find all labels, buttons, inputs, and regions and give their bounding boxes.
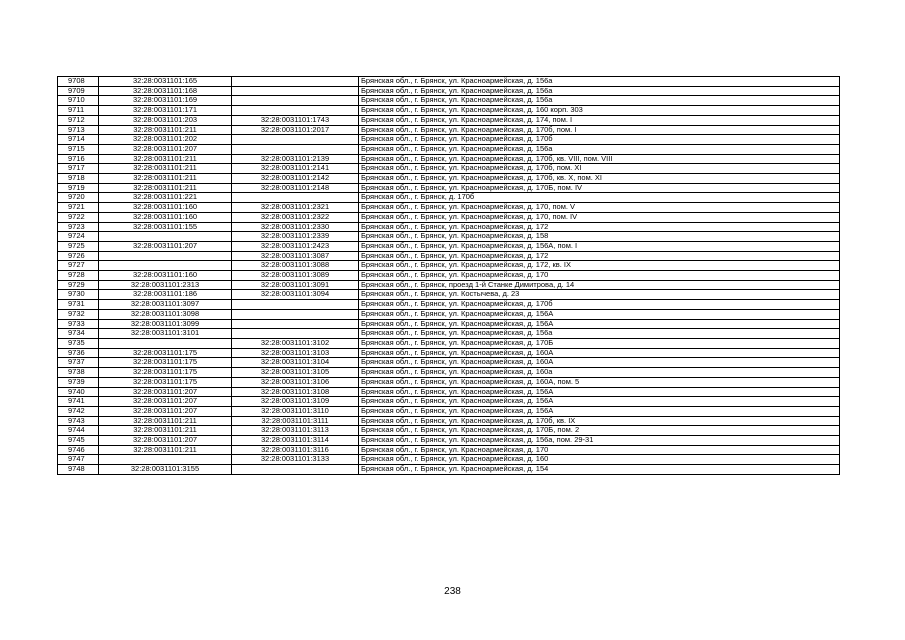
parcel-cadastral-number-cell: 32:28:0031101:3099 — [99, 319, 232, 329]
address-cell: Брянская обл., г. Брянск, ул. Красноармейская, д. 156А — [359, 309, 840, 319]
object-cadastral-number-cell: 32:28:0031101:2148 — [232, 183, 359, 193]
row-number-cell: 9732 — [58, 309, 99, 319]
table-row — [58, 387, 840, 397]
table-row — [58, 290, 840, 300]
row-number-cell: 9745 — [58, 436, 99, 446]
object-cadastral-number-cell: 32:28:0031101:2141 — [232, 164, 359, 174]
table-row — [58, 455, 840, 465]
row-number-cell: 9724 — [58, 232, 99, 242]
address-cell: Брянская обл., г. Брянск, ул. Красноармейская, д. 170Б — [359, 338, 840, 348]
table-row — [58, 377, 840, 387]
table-row — [58, 271, 840, 281]
row-number-cell: 9733 — [58, 319, 99, 329]
row-number-cell: 9741 — [58, 397, 99, 407]
address-cell: Брянская обл., г. Брянск, ул. Красноармейская, д. 170б, кв. X, пом. XI — [359, 174, 840, 184]
row-number-cell: 9728 — [58, 271, 99, 281]
object-cadastral-number-cell — [232, 77, 359, 87]
table-row — [58, 251, 840, 261]
parcel-cadastral-number-cell: 32:28:0031101:160 — [99, 271, 232, 281]
row-number-cell: 9740 — [58, 387, 99, 397]
row-number-cell: 9726 — [58, 251, 99, 261]
parcel-cadastral-number-cell — [99, 455, 232, 465]
address-cell: Брянская обл., г. Брянск, ул. Красноармейская, д. 160 корп. 303 — [359, 106, 840, 116]
object-cadastral-number-cell: 32:28:0031101:3111 — [232, 416, 359, 426]
object-cadastral-number-cell — [232, 465, 359, 475]
parcel-cadastral-number-cell: 32:28:0031101:211 — [99, 164, 232, 174]
table-row — [58, 358, 840, 368]
parcel-cadastral-number-cell: 32:28:0031101:211 — [99, 416, 232, 426]
address-cell: Брянская обл., г. Брянск, ул. Красноармейская, д. 170 — [359, 445, 840, 455]
table-row — [58, 300, 840, 310]
table-row — [58, 174, 840, 184]
address-cell: Брянская обл., г. Брянск, ул. Костычева, д. 23 — [359, 290, 840, 300]
address-cell: Брянская обл., г. Брянск, ул. Красноармейская, д. 170Б, пом. 2 — [359, 426, 840, 436]
row-number-cell: 9746 — [58, 445, 99, 455]
table-row — [58, 115, 840, 125]
address-cell: Брянская обл., г. Брянск, ул. Красноармейская, д. 170б — [359, 135, 840, 145]
parcel-cadastral-number-cell: 32:28:0031101:211 — [99, 174, 232, 184]
object-cadastral-number-cell — [232, 309, 359, 319]
address-cell: Брянская обл., г. Брянск, ул. Красноармейская, д. 156а — [359, 144, 840, 154]
object-cadastral-number-cell: 32:28:0031101:2330 — [232, 222, 359, 232]
parcel-cadastral-number-cell: 32:28:0031101:160 — [99, 203, 232, 213]
address-cell: Брянская обл., г. Брянск, ул. Красноармейская, д. 160А — [359, 348, 840, 358]
parcel-cadastral-number-cell: 32:28:0031101:175 — [99, 377, 232, 387]
cadastral-table — [57, 76, 840, 475]
row-number-cell: 9731 — [58, 300, 99, 310]
table-row — [58, 280, 840, 290]
row-number-cell: 9723 — [58, 222, 99, 232]
object-cadastral-number-cell: 32:28:0031101:3113 — [232, 426, 359, 436]
address-cell: Брянская обл., г. Брянск, ул. Красноармейская, д. 156А — [359, 319, 840, 329]
address-cell: Брянская обл., г. Брянск, ул. Красноармейская, д. 156А — [359, 387, 840, 397]
object-cadastral-number-cell: 32:28:0031101:2142 — [232, 174, 359, 184]
address-cell: Брянская обл., г. Брянск, ул. Красноармейская, д. 160а — [359, 368, 840, 378]
address-cell: Брянская обл., г. Брянск, ул. Красноармейская, д. 170 — [359, 271, 840, 281]
row-number-cell: 9743 — [58, 416, 99, 426]
object-cadastral-number-cell: 32:28:0031101:2322 — [232, 212, 359, 222]
table-row — [58, 348, 840, 358]
object-cadastral-number-cell: 32:28:0031101:3089 — [232, 271, 359, 281]
parcel-cadastral-number-cell: 32:28:0031101:207 — [99, 406, 232, 416]
parcel-cadastral-number-cell: 32:28:0031101:175 — [99, 368, 232, 378]
parcel-cadastral-number-cell: 32:28:0031101:221 — [99, 193, 232, 203]
row-number-cell: 9709 — [58, 86, 99, 96]
address-cell: Брянская обл., г. Брянск, ул. Красноармейская, д. 170, пом. IV — [359, 212, 840, 222]
row-number-cell: 9715 — [58, 144, 99, 154]
table-row — [58, 96, 840, 106]
parcel-cadastral-number-cell: 32:28:0031101:211 — [99, 445, 232, 455]
object-cadastral-number-cell: 32:28:0031101:2139 — [232, 154, 359, 164]
row-number-cell: 9739 — [58, 377, 99, 387]
parcel-cadastral-number-cell: 32:28:0031101:3097 — [99, 300, 232, 310]
address-cell: Брянская обл., г. Брянск, ул. Красноармейская, д. 170б, пом. I — [359, 125, 840, 135]
table-body — [58, 77, 840, 475]
row-number-cell: 9717 — [58, 164, 99, 174]
address-cell: Брянская обл., г. Брянск, ул. Красноармейская, д. 156А — [359, 397, 840, 407]
address-cell: Брянская обл., г. Брянск, ул. Красноармейская, д. 160А — [359, 358, 840, 368]
table-row — [58, 465, 840, 475]
table-row — [58, 436, 840, 446]
parcel-cadastral-number-cell: 32:28:0031101:207 — [99, 241, 232, 251]
row-number-cell: 9734 — [58, 329, 99, 339]
address-cell: Брянская обл., г. Брянск, ул. Красноармейская, д. 156А, пом. I — [359, 241, 840, 251]
table-row — [58, 426, 840, 436]
table-row — [58, 125, 840, 135]
table-row — [58, 338, 840, 348]
address-cell: Брянская обл., г. Брянск, ул. Красноармейская, д. 158 — [359, 232, 840, 242]
object-cadastral-number-cell: 32:28:0031101:3106 — [232, 377, 359, 387]
parcel-cadastral-number-cell: 32:28:0031101:171 — [99, 106, 232, 116]
parcel-cadastral-number-cell: 32:28:0031101:175 — [99, 348, 232, 358]
address-cell: Брянская обл., г. Брянск, ул. Красноармейская, д. 170Б, пом. IV — [359, 183, 840, 193]
object-cadastral-number-cell: 32:28:0031101:3110 — [232, 406, 359, 416]
table-row — [58, 445, 840, 455]
address-cell: Брянская обл., г. Брянск, проезд 1-й Станке Димитрова, д. 14 — [359, 280, 840, 290]
row-number-cell: 9730 — [58, 290, 99, 300]
object-cadastral-number-cell: 32:28:0031101:3105 — [232, 368, 359, 378]
row-number-cell: 9738 — [58, 368, 99, 378]
row-number-cell: 9735 — [58, 338, 99, 348]
parcel-cadastral-number-cell: 32:28:0031101:155 — [99, 222, 232, 232]
object-cadastral-number-cell — [232, 319, 359, 329]
address-cell: Брянская обл., г. Брянск, д. 170б — [359, 193, 840, 203]
table-row — [58, 77, 840, 87]
object-cadastral-number-cell: 32:28:0031101:2321 — [232, 203, 359, 213]
parcel-cadastral-number-cell: 32:28:0031101:3101 — [99, 329, 232, 339]
parcel-cadastral-number-cell: 32:28:0031101:207 — [99, 387, 232, 397]
row-number-cell: 9742 — [58, 406, 99, 416]
table-row — [58, 319, 840, 329]
object-cadastral-number-cell: 32:28:0031101:2017 — [232, 125, 359, 135]
address-cell: Брянская обл., г. Брянск, ул. Красноармейская, д. 156а — [359, 96, 840, 106]
parcel-cadastral-number-cell: 32:28:0031101:202 — [99, 135, 232, 145]
parcel-cadastral-number-cell: 32:28:0031101:2313 — [99, 280, 232, 290]
object-cadastral-number-cell: 32:28:0031101:3104 — [232, 358, 359, 368]
parcel-cadastral-number-cell: 32:28:0031101:160 — [99, 212, 232, 222]
parcel-cadastral-number-cell: 32:28:0031101:3155 — [99, 465, 232, 475]
table-row — [58, 368, 840, 378]
object-cadastral-number-cell: 32:28:0031101:3116 — [232, 445, 359, 455]
row-number-cell: 9710 — [58, 96, 99, 106]
row-number-cell: 9716 — [58, 154, 99, 164]
row-number-cell: 9727 — [58, 261, 99, 271]
table-row — [58, 193, 840, 203]
object-cadastral-number-cell: 32:28:0031101:3102 — [232, 338, 359, 348]
address-cell: Брянская обл., г. Брянск, ул. Красноармейская, д. 174, пом. I — [359, 115, 840, 125]
address-cell: Брянская обл., г. Брянск, ул. Красноармейская, д. 160А, пом. 5 — [359, 377, 840, 387]
parcel-cadastral-number-cell — [99, 261, 232, 271]
table-row — [58, 86, 840, 96]
row-number-cell: 9729 — [58, 280, 99, 290]
address-cell: Брянская обл., г. Брянск, ул. Красноармейская, д. 154 — [359, 465, 840, 475]
parcel-cadastral-number-cell: 32:28:0031101:211 — [99, 426, 232, 436]
parcel-cadastral-number-cell: 32:28:0031101:211 — [99, 183, 232, 193]
row-number-cell: 9747 — [58, 455, 99, 465]
row-number-cell: 9722 — [58, 212, 99, 222]
object-cadastral-number-cell — [232, 135, 359, 145]
table-row — [58, 329, 840, 339]
parcel-cadastral-number-cell: 32:28:0031101:207 — [99, 436, 232, 446]
parcel-cadastral-number-cell: 32:28:0031101:207 — [99, 397, 232, 407]
row-number-cell: 9719 — [58, 183, 99, 193]
object-cadastral-number-cell: 32:28:0031101:3103 — [232, 348, 359, 358]
table-row — [58, 241, 840, 251]
table-row — [58, 212, 840, 222]
parcel-cadastral-number-cell: 32:28:0031101:3098 — [99, 309, 232, 319]
parcel-cadastral-number-cell: 32:28:0031101:207 — [99, 144, 232, 154]
table-row — [58, 232, 840, 242]
table-row — [58, 309, 840, 319]
table-row — [58, 397, 840, 407]
parcel-cadastral-number-cell: 32:28:0031101:169 — [99, 96, 232, 106]
row-number-cell: 9737 — [58, 358, 99, 368]
parcel-cadastral-number-cell: 32:28:0031101:186 — [99, 290, 232, 300]
object-cadastral-number-cell: 32:28:0031101:1743 — [232, 115, 359, 125]
table-row — [58, 135, 840, 145]
parcel-cadastral-number-cell — [99, 232, 232, 242]
object-cadastral-number-cell: 32:28:0031101:3109 — [232, 397, 359, 407]
object-cadastral-number-cell — [232, 193, 359, 203]
parcel-cadastral-number-cell: 32:28:0031101:211 — [99, 154, 232, 164]
page-number: 238 — [444, 586, 461, 597]
parcel-cadastral-number-cell: 32:28:0031101:165 — [99, 77, 232, 87]
parcel-cadastral-number-cell: 32:28:0031101:203 — [99, 115, 232, 125]
address-cell: Брянская обл., г. Брянск, ул. Красноармейская, д. 156а, пом. 29-31 — [359, 436, 840, 446]
parcel-cadastral-number-cell — [99, 251, 232, 261]
parcel-cadastral-number-cell: 32:28:0031101:175 — [99, 358, 232, 368]
object-cadastral-number-cell: 32:28:0031101:3087 — [232, 251, 359, 261]
object-cadastral-number-cell: 32:28:0031101:3108 — [232, 387, 359, 397]
row-number-cell: 9736 — [58, 348, 99, 358]
object-cadastral-number-cell: 32:28:0031101:3091 — [232, 280, 359, 290]
address-cell: Брянская обл., г. Брянск, ул. Красноармейская, д. 170б — [359, 300, 840, 310]
object-cadastral-number-cell: 32:28:0031101:2423 — [232, 241, 359, 251]
object-cadastral-number-cell — [232, 96, 359, 106]
address-cell: Брянская обл., г. Брянск, ул. Красноармейская, д. 156а — [359, 86, 840, 96]
parcel-cadastral-number-cell — [99, 338, 232, 348]
address-cell: Брянская обл., г. Брянск, ул. Красноармейская, д. 172, кв. IX — [359, 261, 840, 271]
row-number-cell: 9708 — [58, 77, 99, 87]
row-number-cell: 9725 — [58, 241, 99, 251]
row-number-cell: 9721 — [58, 203, 99, 213]
row-number-cell: 9718 — [58, 174, 99, 184]
table-row — [58, 144, 840, 154]
row-number-cell: 9720 — [58, 193, 99, 203]
address-cell: Брянская обл., г. Брянск, ул. Красноармейская, д. 156а — [359, 329, 840, 339]
address-cell: Брянская обл., г. Брянск, ул. Красноармейская, д. 172 — [359, 222, 840, 232]
object-cadastral-number-cell: 32:28:0031101:2339 — [232, 232, 359, 242]
parcel-cadastral-number-cell: 32:28:0031101:211 — [99, 125, 232, 135]
address-cell: Брянская обл., г. Брянск, ул. Красноармейская, д. 156а — [359, 77, 840, 87]
address-cell: Брянская обл., г. Брянск, ул. Красноармейская, д. 170б, кв. IX — [359, 416, 840, 426]
table-row — [58, 222, 840, 232]
object-cadastral-number-cell — [232, 329, 359, 339]
row-number-cell: 9711 — [58, 106, 99, 116]
object-cadastral-number-cell — [232, 300, 359, 310]
object-cadastral-number-cell: 32:28:0031101:3088 — [232, 261, 359, 271]
address-cell: Брянская обл., г. Брянск, ул. Красноармейская, д. 170, пом. V — [359, 203, 840, 213]
address-cell: Брянская обл., г. Брянск, ул. Красноармейская, д. 156А — [359, 406, 840, 416]
row-number-cell: 9748 — [58, 465, 99, 475]
object-cadastral-number-cell — [232, 106, 359, 116]
table-row — [58, 183, 840, 193]
address-cell: Брянская обл., г. Брянск, ул. Красноармейская, д. 170б, кв. VIII, пом. VIII — [359, 154, 840, 164]
object-cadastral-number-cell: 32:28:0031101:3114 — [232, 436, 359, 446]
object-cadastral-number-cell: 32:28:0031101:3094 — [232, 290, 359, 300]
row-number-cell: 9714 — [58, 135, 99, 145]
row-number-cell: 9712 — [58, 115, 99, 125]
table-row — [58, 406, 840, 416]
table-row — [58, 164, 840, 174]
table-row — [58, 106, 840, 116]
parcel-cadastral-number-cell: 32:28:0031101:168 — [99, 86, 232, 96]
object-cadastral-number-cell — [232, 86, 359, 96]
table-row — [58, 261, 840, 271]
address-cell: Брянская обл., г. Брянск, ул. Красноармейская, д. 160 — [359, 455, 840, 465]
table-row — [58, 154, 840, 164]
address-cell: Брянская обл., г. Брянск, ул. Красноармейская, д. 172 — [359, 251, 840, 261]
row-number-cell: 9713 — [58, 125, 99, 135]
address-cell: Брянская обл., г. Брянск, ул. Красноармейская, д. 170б, пом. XI — [359, 164, 840, 174]
object-cadastral-number-cell — [232, 144, 359, 154]
object-cadastral-number-cell: 32:28:0031101:3133 — [232, 455, 359, 465]
table-row — [58, 203, 840, 213]
table-row — [58, 416, 840, 426]
row-number-cell: 9744 — [58, 426, 99, 436]
